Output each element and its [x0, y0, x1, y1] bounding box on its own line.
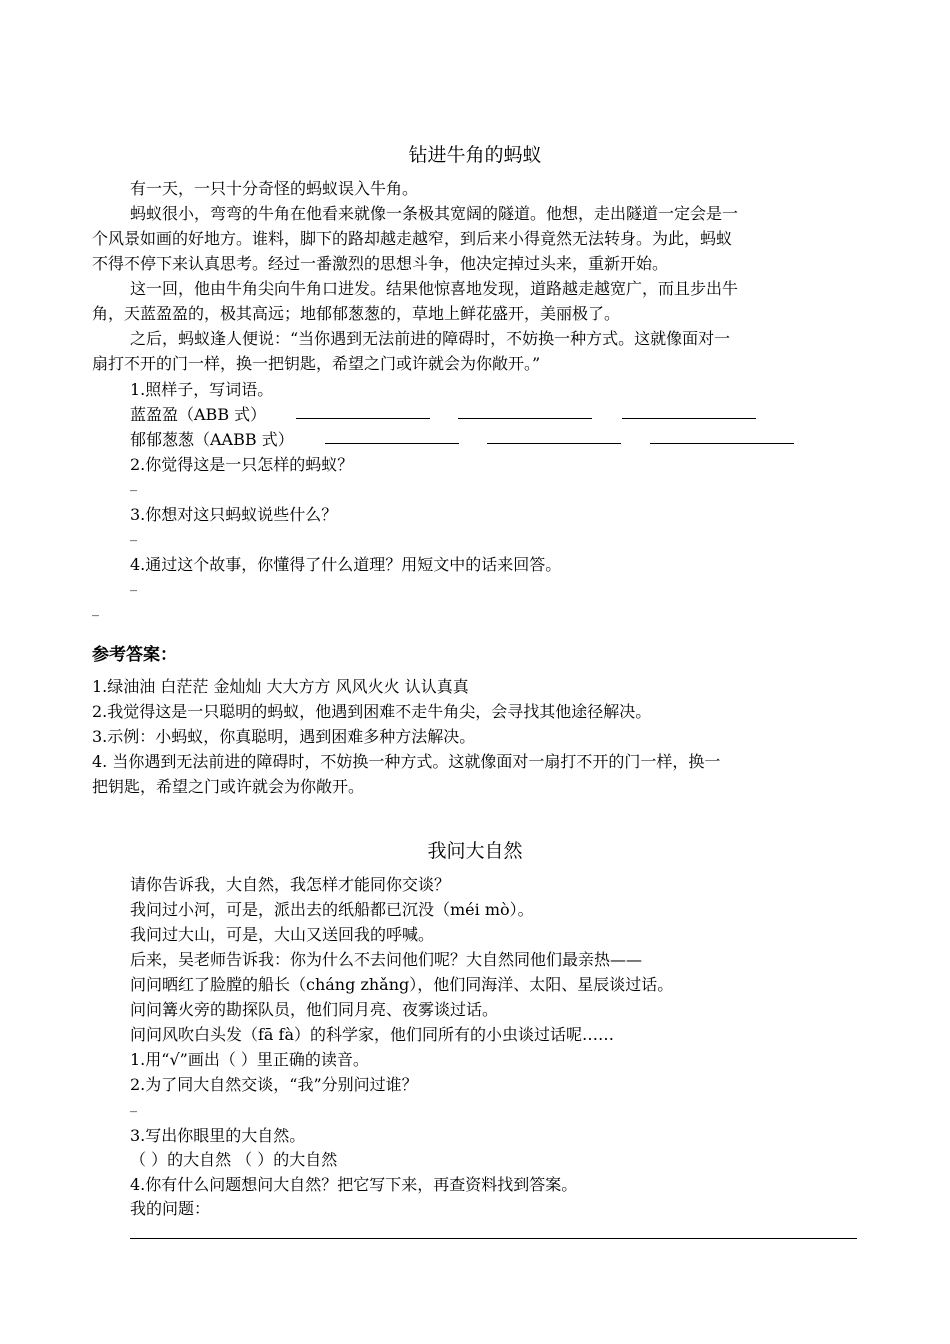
story1-paragraph-2-line-2: 个风景如画的好地方。谁料，脚下的路却越走越窄，到后来小得竟然无法转身。为此，蚂蚁 — [92, 229, 733, 248]
story2-question-4: 4.你有什么问题想问大自然？把它写下来，再查资料找到答案。 — [130, 1175, 578, 1194]
story1-paragraph-4-line-2: 扇打不开的门一样，换一把钥匙，希望之门或许就会为你敞开。” — [92, 354, 541, 373]
answer-3: 3.示例：小蚂蚁，你真聪明，遇到困难多种方法解决。 — [92, 727, 476, 746]
answer-line-marker[interactable]: _ — [130, 1097, 137, 1113]
story1-paragraph-1: 有一天，一只十分奇怪的蚂蚁误入牛角。 — [130, 179, 419, 198]
answer-blank[interactable] — [650, 443, 794, 444]
story2-line-3: 我问过大山，可是，大山又送回我的呼喊。 — [130, 925, 435, 944]
story2-question-3-blanks[interactable]: （ ）的大自然 （ ）的大自然 — [130, 1150, 338, 1169]
answer-line-marker[interactable]: _ — [130, 476, 137, 492]
story2-question-1: 1.用“√”画出（ ）里正确的读音。 — [130, 1050, 369, 1069]
story2-question-2: 2.为了同大自然交谈，“我”分别问过谁？ — [130, 1075, 418, 1094]
answer-blank[interactable] — [296, 418, 430, 419]
answer-blank[interactable] — [325, 443, 459, 444]
story1-paragraph-4-line-1: 之后，蚂蚁逢人便说：“当你遇到无法前进的障碍时，不妨换一种方式。这就像面对一 — [130, 329, 731, 348]
story1-question-1: 1.照样子，写词语。 — [130, 380, 274, 399]
story2-line-7: 问问风吹白头发（fā fà）的科学家，他们同所有的小虫谈过话呢…… — [130, 1025, 615, 1044]
story1-paragraph-2-line-3: 不得不停下来认真思考。经过一番激烈的思想斗争，他决定掉过头来，重新开始。 — [92, 254, 669, 273]
story1-paragraph-3-line-1: 这一回，他由牛角尖向牛角口进发。结果他惊喜地发现，道路越走越宽广，而且步出牛 — [130, 279, 739, 298]
my-question-label: 我的问题： — [130, 1199, 211, 1218]
story2-line-5: 问问晒红了脸膛的船长（cháng zhǎng），他们同海洋、太阳、星辰谈过话。 — [130, 975, 674, 994]
story1-title: 钻进牛角的蚂蚁 — [408, 144, 542, 166]
answer-4-line-1: 4. 当你遇到无法前进的障碍时，不妨换一种方式。这就像面对一扇打不开的门一样，换一 — [92, 752, 721, 771]
answer-blank[interactable] — [458, 418, 592, 419]
story1-question-3: 3.你想对这只蚂蚁说些什么？ — [130, 505, 338, 524]
story1-paragraph-2-line-1: 蚂蚁很小，弯弯的牛角在他看来就像一条极其宽阔的隧道。他想，走出隧道一定会是一 — [130, 204, 739, 223]
answer-blank[interactable] — [622, 418, 756, 419]
story1-question-1-aabb-prompt: 郁郁葱葱（AABB 式） — [130, 430, 294, 449]
story2-question-3: 3.写出你眼里的大自然。 — [130, 1126, 306, 1145]
story1-paragraph-3-line-2: 角，天蓝盈盈的，极其高远；地郁郁葱葱的，草地上鲜花盛开，美丽极了。 — [92, 304, 621, 323]
story1-question-2: 2.你觉得这是一只怎样的蚂蚁？ — [130, 455, 354, 474]
story1-question-1-abb-prompt: 蓝盈盈（ABB 式） — [130, 405, 267, 424]
answer-line-marker[interactable]: _ — [130, 526, 137, 542]
answer-line-marker[interactable]: _ — [130, 576, 137, 592]
story2-line-2: 我问过小河，可是，派出去的纸船都已沉没（méi mò）。 — [130, 900, 534, 919]
answer-line-marker[interactable]: _ — [92, 601, 99, 617]
story2-line-4: 后来，吴老师告诉我：你为什么不去问他们呢？大自然同他们最亲热—— — [130, 950, 643, 969]
answers-header: 参考答案： — [92, 645, 177, 665]
story1-question-4: 4.通过这个故事，你懂得了什么道理？用短文中的话来回答。 — [130, 555, 562, 574]
answer-2: 2.我觉得这是一只聪明的蚂蚁，他遇到困难不走牛角尖，会寻找其他途径解决。 — [92, 702, 652, 721]
answer-1: 1.绿油油 白茫茫 金灿灿 大大方方 风风火火 认认真真 — [92, 677, 469, 696]
answer-4-line-2: 把钥匙，希望之门或许就会为你敞开。 — [92, 777, 365, 796]
story2-line-6: 问问篝火旁的勘探队员，他们同月亮、夜雾谈过话。 — [130, 1000, 499, 1019]
answer-blank[interactable] — [487, 443, 621, 444]
my-question-answer-line[interactable] — [130, 1238, 857, 1239]
story2-title: 我问大自然 — [427, 840, 523, 862]
story2-line-1: 请你告诉我，大自然，我怎样才能同你交谈？ — [130, 875, 451, 894]
